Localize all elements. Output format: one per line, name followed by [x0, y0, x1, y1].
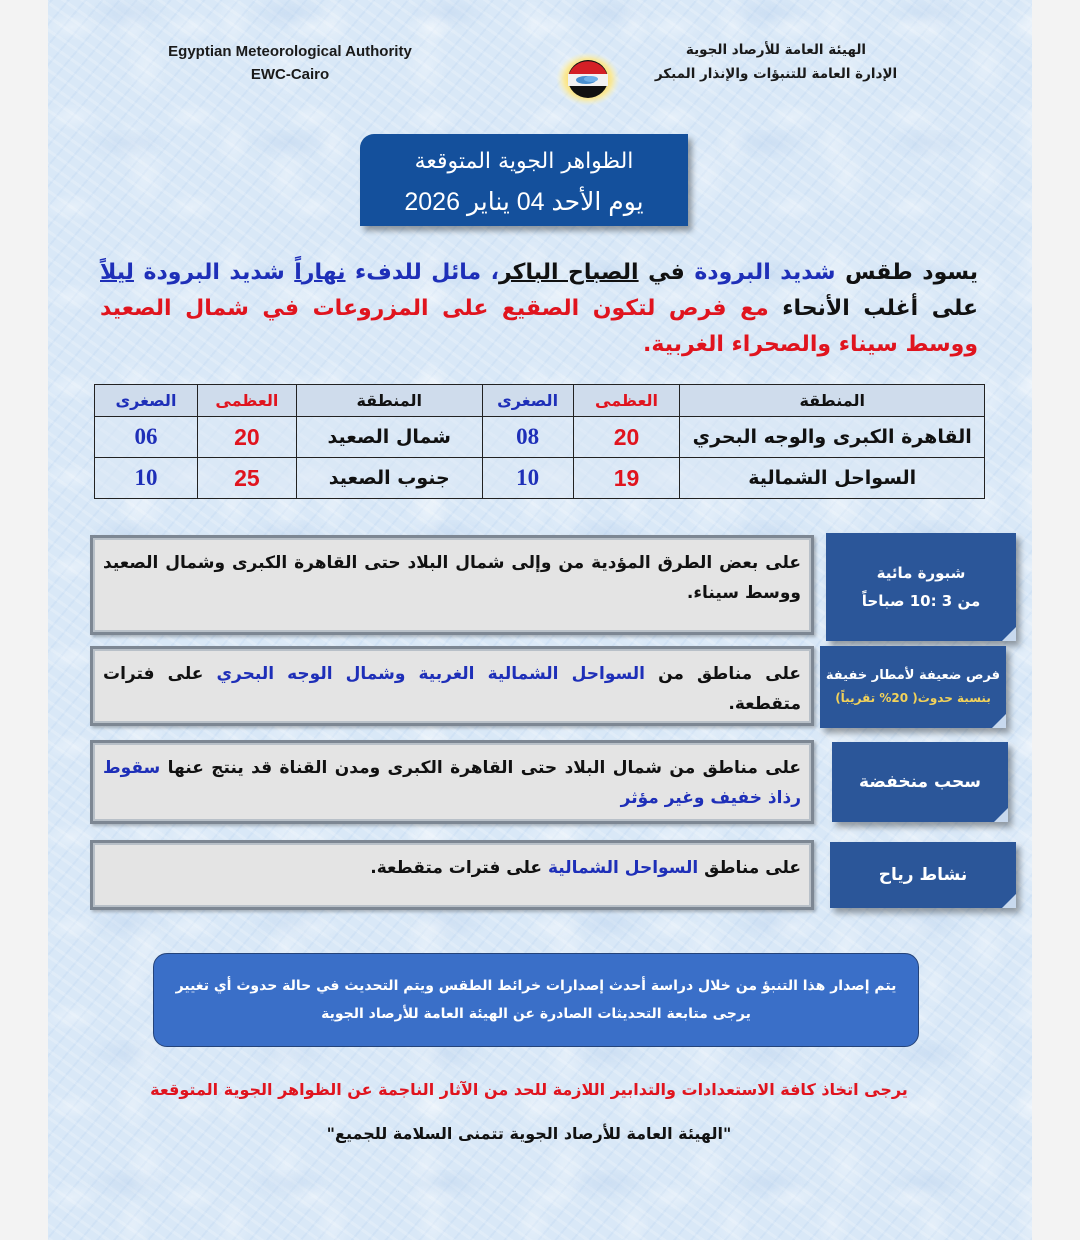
intro-early-morning: الصباح الباكر — [498, 260, 639, 285]
header-arabic — [626, 38, 926, 86]
region-cell: شمال الصعيد — [296, 417, 482, 458]
precaution-warning: يرجى اتخاذ كافة الاستعدادات والتدابير اللازمة للحد من الآثار الناجمة عن الظواهر الجوية المتوقعة — [150, 1080, 908, 1099]
max-temp: 25 — [197, 458, 296, 499]
header-min: الصغرى — [95, 385, 198, 417]
table-row — [95, 458, 985, 499]
region-cell: السواحل الشمالية — [680, 458, 985, 499]
intro-text: على أغلب الأنحاء — [768, 296, 978, 321]
unit-name-ar: الإدارة العامة للتنبؤات والإنذار المبكر — [654, 66, 898, 82]
intro-warm: ، مائل للدفء — [345, 260, 499, 285]
max-temp: 20 — [197, 417, 296, 458]
header-region: المنطقة — [680, 385, 985, 417]
min-temp: 10 — [482, 458, 573, 499]
description-highlight: السواحل الشمالية الغربية وشمال الوجه البحري — [216, 664, 646, 684]
temperature-table — [94, 384, 985, 499]
header-english — [160, 40, 420, 86]
header-min: الصغرى — [482, 385, 573, 417]
phenomenon-description — [90, 840, 814, 910]
phenomenon-label — [830, 842, 1016, 908]
notice-line: يرجى متابعة التحديثات الصادرة عن الهيئة العامة للأرصاد الجوية — [321, 1006, 751, 1022]
phenomenon-label — [826, 533, 1016, 641]
ema-logo-icon — [556, 52, 620, 106]
max-temp: 20 — [573, 417, 680, 458]
phenomenon-low-clouds — [90, 738, 1016, 828]
region-cell: القاهرة الكبرى والوجه البحري — [680, 417, 985, 458]
org-name-ar: الهيئة العامة للأرصاد الجوية — [685, 42, 867, 58]
description-text: على فترات متقطعة. — [370, 858, 548, 878]
description-text: على مناطق — [698, 858, 801, 878]
label-time: من 3 :10 صباحاً — [861, 592, 981, 610]
label-title: نشاط رياح — [878, 865, 968, 885]
intro-paragraph — [100, 255, 978, 363]
header-region: المنطقة — [296, 385, 482, 417]
intro-text: يسود طقس — [835, 260, 979, 285]
unit-name-en: EWC-Cairo — [250, 66, 330, 83]
phenomenon-rain — [90, 644, 1016, 730]
phenomenon-fog — [90, 533, 1016, 643]
header-max: العظمى — [573, 385, 680, 417]
description-highlight: سقوط رذاذ خفيف وغير مؤثر — [103, 758, 801, 808]
description-text: على مناطق من — [645, 664, 801, 684]
label-probability: بنسبة حدوث( 20% تقريباً) — [835, 691, 991, 705]
phenomenon-label — [820, 646, 1006, 728]
max-temp: 19 — [573, 458, 680, 499]
label-title: فرص ضعيفة لأمطار خفيفة — [825, 668, 1001, 683]
intro-text: في — [638, 260, 695, 285]
intro-frost-warning: مع فرص لتكون الصقيع على المزروعات في شمال الصعيد ووسط سيناء والصحراء الغربية. — [100, 296, 978, 357]
title-date: يوم الأحد 04 يناير 2026 — [404, 188, 644, 216]
phenomenon-description — [90, 740, 814, 824]
notice-line: يتم إصدار هذا التنبؤ من خلال دراسة أحدث إصدارات خرائط الطقس ويتم التحديث في حالة حدوث أي تغيير — [175, 978, 897, 994]
phenomenon-label — [832, 742, 1008, 822]
min-temp: 08 — [482, 417, 573, 458]
phenomenon-description — [90, 535, 814, 635]
description-text: على مناطق من شمال البلاد حتى القاهرة الكبرى ومدن القناة قد ينتج عنها — [160, 758, 801, 778]
label-title: سحب منخفضة — [859, 772, 981, 792]
region-cell: جنوب الصعيد — [296, 458, 482, 499]
update-notice — [153, 953, 919, 1047]
bulletin-title — [360, 134, 688, 226]
label-title: شبورة مائية — [876, 564, 966, 582]
min-temp: 06 — [95, 417, 198, 458]
min-temp: 10 — [95, 458, 198, 499]
intro-daytime: نهاراً — [294, 260, 346, 285]
phenomenon-wind — [90, 838, 1016, 912]
title-line: الظواهر الجوية المتوقعة — [414, 149, 634, 174]
table-row — [95, 417, 985, 458]
org-name-en: Egyptian Meteorological Authority — [168, 43, 412, 60]
phenomenon-description — [90, 646, 814, 726]
header-max: العظمى — [197, 385, 296, 417]
safety-slogan: "الهيئة العامة للأرصاد الجوية تتمنى السلامة للجميع" — [326, 1124, 732, 1143]
intro-night: ليلاً — [100, 260, 134, 285]
intro-very-cold: شديد البرودة — [694, 260, 836, 285]
description-text: على بعض الطرق المؤدية من وإلى شمال البلاد حتى القاهرة الكبرى وشمال الصعيد ووسط سيناء. — [103, 553, 801, 603]
description-highlight: السواحل الشمالية — [547, 858, 699, 878]
intro-very-cold-night: شديد البرودة — [133, 260, 295, 285]
description-text: على فترات متقطعة. — [103, 664, 801, 714]
table-header-row — [95, 385, 985, 417]
